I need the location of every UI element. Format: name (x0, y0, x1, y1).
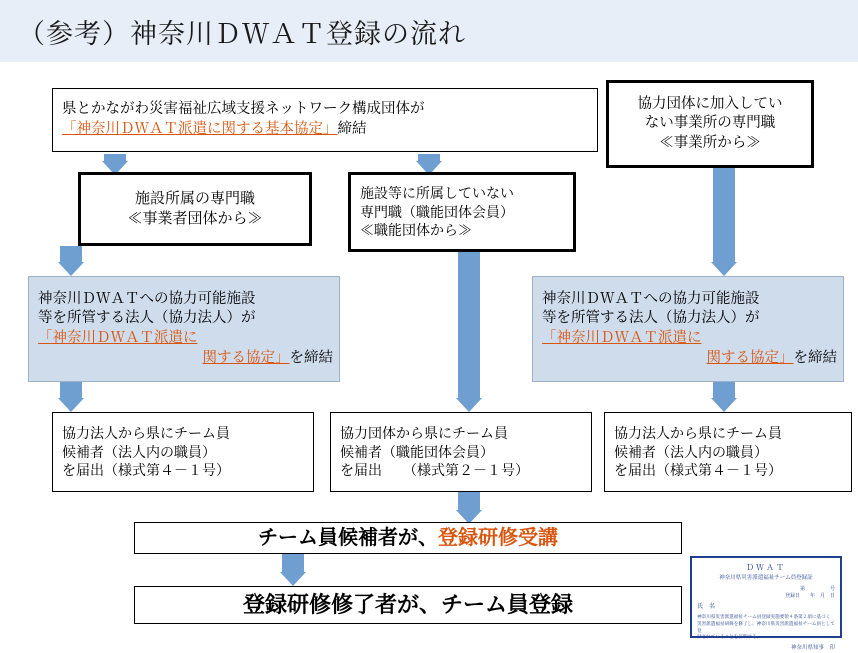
corp-right-line1: 神奈川ＤＷＡＴへの協力可能施設 (542, 290, 760, 307)
corp-left-link1: 「神奈川ＤＷＡＴ派遣に (38, 330, 198, 346)
network-member-line2-tail: 締結 (337, 121, 367, 137)
network-member-line2 (62, 120, 591, 140)
arrow-nonmember-to-corp-right (713, 168, 735, 276)
non-facility-staff-line1: 施設等に所属していない (360, 184, 514, 201)
training-lead: チーム員候補者が、 (258, 526, 438, 549)
arrow-network-to-facility (104, 154, 126, 174)
corp-right-link1: 「神奈川ＤＷＡＴ派遣に (542, 330, 702, 346)
notify-right-line3: を届出（様式第４－１号） (614, 462, 782, 479)
notify-right-line2: 候補者（法人内の職員） (614, 443, 768, 460)
corp-left-line2: 等を所管する法人（協力法人）が (38, 310, 256, 327)
box-non-member (606, 80, 814, 168)
certificate-body-line1: 神奈川県災害派遣福祉チーム員登録実施要領４条第２項に基づく (697, 613, 831, 619)
corp-left-line1: 神奈川ＤＷＡＴへの協力可能施設 (38, 290, 256, 307)
non-facility-staff-line2: 専門職（職能団体会員） (360, 203, 514, 220)
page-title: （参考）神奈川ＤＷＡＴ登録の流れ (18, 19, 466, 49)
arrow-corp-right-to-notify-right (713, 382, 735, 412)
certificate-date-label: 登録日 年 月 日 (784, 592, 835, 599)
box-corp-agreement-left (28, 276, 340, 382)
arrow-facility-to-corp-left (60, 246, 82, 276)
registration-certificate (690, 556, 842, 652)
box-registration (134, 586, 682, 624)
arrow-notify-to-training (458, 492, 480, 524)
certificate-number-label: 第 号 (799, 585, 835, 592)
certificate-body-line3: 録されていることを証明する。 (697, 634, 762, 640)
corp-right-line4 (542, 349, 837, 369)
notify-left-line1: 協力法人から県にチーム員 (62, 424, 230, 441)
corp-left-line4 (38, 349, 333, 369)
training-line (135, 525, 681, 552)
box-non-facility-staff (348, 172, 576, 252)
notify-center-line3: を届出 （様式第２－１号） (340, 462, 529, 479)
notify-left-line2: 候補者（法人内の職員） (62, 443, 216, 460)
box-notify-center (330, 412, 592, 492)
training-highlight: 登録研修受講 (438, 526, 558, 549)
corp-left-tail: を締結 (289, 349, 333, 366)
notify-center-line1: 協力団体から県にチーム員 (340, 424, 508, 441)
certificate-issuer: 神奈川県知事 印 (790, 645, 835, 652)
box-corp-agreement-right (532, 276, 844, 382)
arrow-nonfacility-to-notify-center (458, 246, 480, 412)
arrow-training-to-registration (282, 552, 304, 586)
corp-right-link2: 関する協定」 (706, 349, 794, 366)
box-training (134, 522, 682, 554)
box-network-member (52, 88, 598, 152)
notify-left-line3: を届出（様式第４－１号） (62, 462, 230, 479)
facility-staff-line1: 施設所属の専門職 (134, 189, 255, 207)
certificate-title: ＤＷＡＴ (746, 563, 786, 572)
facility-staff-line2: ≪事業者団体から≫ (127, 210, 263, 227)
corp-left-link2: 関する協定」 (202, 349, 290, 366)
network-member-line1: 県とかながわ災害福祉広域支援ネットワーク構成団体が (62, 101, 425, 118)
non-facility-staff-line3: ≪職能団体から≫ (360, 222, 472, 239)
registration-line: 登録研修修了者が、チーム員登録 (242, 592, 573, 618)
certificate-name-label: 氏 名 (697, 604, 716, 611)
non-member-line2: ない事業所の専門職 (644, 115, 776, 132)
network-member-agreement-link: 「神奈川ＤＷＡＴ派遣に関する基本協定」 (62, 121, 338, 137)
box-notify-left (52, 412, 314, 492)
certificate-body-line2: 災害派遣福祉研修を修了し、神奈川県災害派遣福祉チーム員として登 (697, 620, 835, 633)
certificate-subtitle: 神奈川県災害派遣福祉チーム員登録証 (719, 574, 813, 581)
non-member-line3: ≪事業所から≫ (659, 134, 761, 151)
arrow-corp-left-to-notify-left (60, 382, 82, 412)
corp-right-line2: 等を所管する法人（協力法人）が (542, 310, 760, 327)
notify-center-line2: 候補者（職能団体会員） (340, 443, 494, 460)
corp-right-tail: を締結 (793, 349, 837, 366)
box-notify-right (604, 412, 852, 492)
box-facility-staff (78, 172, 312, 246)
non-member-line1: 協力団体に加入してい (637, 95, 783, 112)
notify-right-line1: 協力法人から県にチーム員 (614, 424, 782, 441)
arrow-network-to-nonfacility (418, 154, 440, 174)
